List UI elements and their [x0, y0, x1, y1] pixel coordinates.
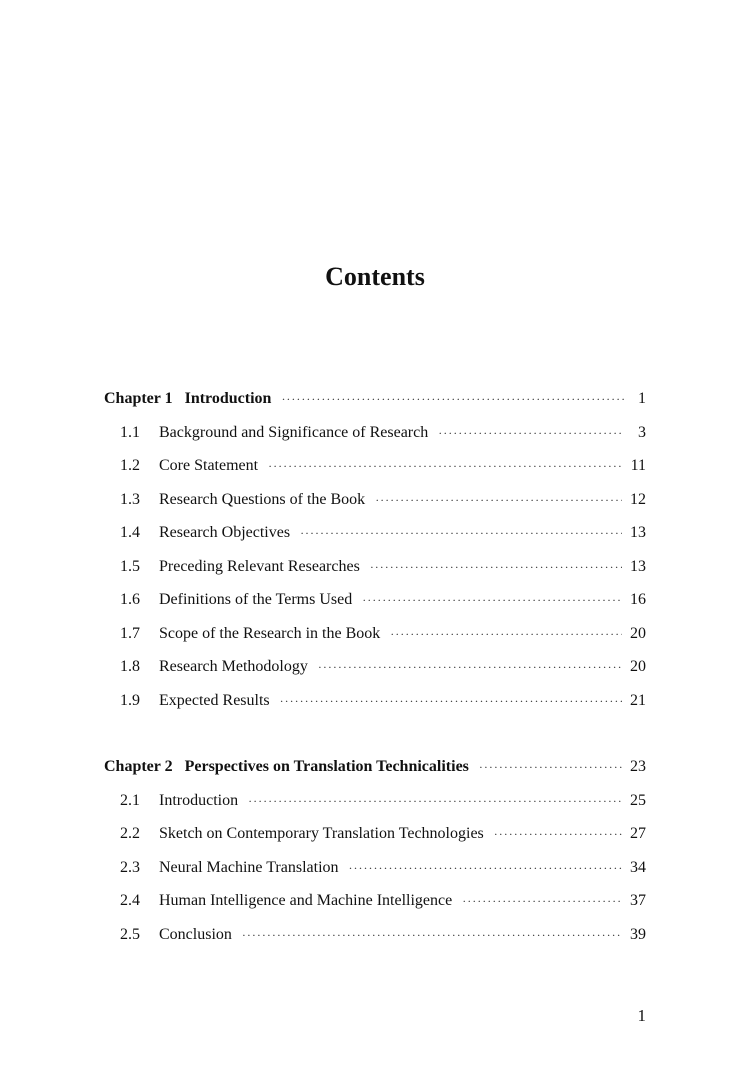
section-number: 1.7 — [120, 624, 140, 642]
section-number: 2.4 — [120, 892, 140, 909]
section-number: 1.9 — [120, 691, 140, 709]
dot-leader — [375, 493, 622, 508]
dot-leader — [479, 760, 622, 775]
page-number: 34 — [630, 858, 646, 876]
toc-section-row[interactable] — [104, 926, 646, 960]
toc-section-row[interactable] — [104, 457, 646, 491]
page-number: 25 — [630, 791, 646, 809]
page-number: 13 — [630, 557, 646, 575]
page-title: Contents — [325, 262, 425, 291]
page-number: 3 — [638, 423, 646, 441]
section-title: Core Statement — [159, 457, 259, 474]
folio-page-number: 1 — [637, 1006, 646, 1025]
dot-leader — [370, 560, 622, 575]
chapter-title: Introduction — [184, 390, 272, 407]
section-number: 2.3 — [120, 858, 140, 876]
toc-section-row[interactable] — [104, 892, 646, 926]
section-number: 2.2 — [120, 825, 140, 842]
toc-section-row[interactable] — [104, 524, 646, 558]
dot-leader — [300, 526, 622, 541]
section-title: Definitions of the Terms Used — [159, 591, 353, 608]
chapter-title: Perspectives on Translation Technicalities — [184, 758, 469, 775]
section-title: Human Intelligence and Machine Intelligence — [159, 892, 453, 909]
dot-leader — [462, 894, 622, 909]
page-number: 12 — [630, 490, 646, 508]
page-number: 39 — [630, 925, 646, 943]
dot-leader — [390, 627, 622, 642]
dot-leader — [349, 861, 622, 876]
section-title: Preceding Relevant Researches — [159, 557, 360, 575]
toc-section-row[interactable] — [104, 625, 646, 659]
dot-leader — [281, 392, 624, 407]
chapter-number: Chapter 1 — [104, 390, 173, 407]
toc-section-row[interactable] — [104, 491, 646, 525]
toc-section-row[interactable] — [104, 591, 646, 625]
dot-leader — [268, 459, 623, 474]
section-title: Scope of the Research in the Book — [159, 624, 381, 642]
section-number: 1.4 — [120, 524, 140, 541]
page-number: 37 — [630, 892, 646, 909]
dot-leader — [494, 827, 622, 842]
toc-chapter-row[interactable] — [104, 758, 646, 792]
dot-leader — [362, 593, 622, 608]
toc-section-row[interactable] — [104, 692, 646, 726]
toc-section-row[interactable] — [104, 859, 646, 893]
toc-chapter-row[interactable] — [104, 390, 646, 424]
page-number: 20 — [630, 624, 646, 642]
section-number: 2.1 — [120, 791, 140, 809]
chapter-2 — [104, 758, 646, 959]
section-title: Introduction — [159, 791, 239, 809]
section-title: Research Methodology — [159, 658, 308, 675]
dot-leader — [248, 794, 622, 809]
section-number: 1.5 — [120, 557, 140, 575]
toc-section-row[interactable] — [104, 424, 646, 458]
toc-section-row[interactable] — [104, 792, 646, 826]
toc-section-row[interactable] — [104, 658, 646, 692]
dot-leader — [280, 694, 622, 709]
table-of-contents — [104, 390, 646, 992]
section-number: 1.3 — [120, 490, 140, 508]
section-number: 1.1 — [120, 423, 140, 441]
toc-section-row[interactable] — [104, 825, 646, 859]
section-title: Expected Results — [159, 691, 270, 709]
page-number: 1 — [638, 390, 646, 407]
section-number: 2.5 — [120, 925, 140, 943]
section-number: 1.8 — [120, 658, 140, 675]
page-number: 23 — [630, 758, 646, 775]
section-title: Research Questions of the Book — [159, 490, 366, 508]
section-number: 1.6 — [120, 591, 140, 608]
section-title: Sketch on Contemporary Translation Technologies — [159, 825, 484, 842]
page-number: 20 — [630, 658, 646, 675]
page-number: 21 — [630, 691, 646, 709]
dot-leader — [438, 426, 624, 441]
chapter-number: Chapter 2 — [104, 758, 173, 775]
section-number: 1.2 — [120, 457, 140, 474]
section-title: Neural Machine Translation — [159, 858, 339, 876]
page-number: 13 — [630, 524, 646, 541]
page-number: 27 — [630, 825, 646, 842]
section-title: Research Objectives — [159, 524, 291, 541]
dot-leader — [242, 928, 622, 943]
toc-section-row[interactable] — [104, 558, 646, 592]
section-title: Conclusion — [159, 925, 232, 943]
chapter-1 — [104, 390, 646, 725]
section-title: Background and Significance of Research — [159, 423, 429, 441]
page-number: 11 — [630, 457, 646, 474]
page-number: 16 — [630, 591, 646, 608]
dot-leader — [318, 660, 622, 675]
